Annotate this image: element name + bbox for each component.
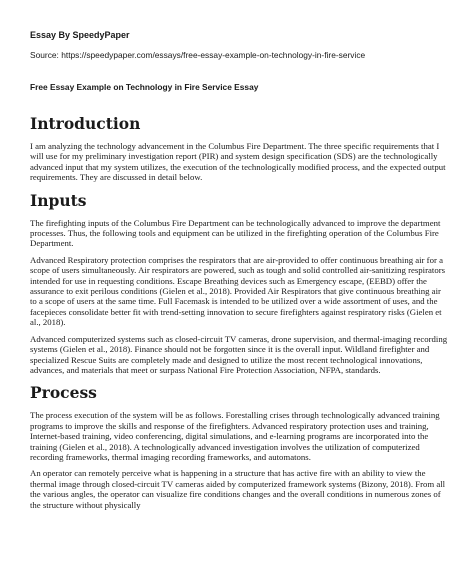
inputs-paragraph-1: The firefighting inputs of the Columbus Fire Department can be technologically advanced to improve the department processes. Thus, the following tools and equipment can be utilized in the firefighting operation of the Columbus Fire Department.: [30, 217, 441, 249]
introduction-paragraph: I am analyzing the technology advancement in the Columbus Fire Department. The three specific requirements that I will use for my preliminary investigation report (PIR) and system design specification (SDS) are the technologically advanced input that my system utilizes, the execution of the technologically modified process, and the expected output requirements. They are discussed in detail below.: [30, 141, 446, 183]
document-title: Free Essay Example on Technology in Fire Service Essay: [30, 82, 259, 92]
source-link[interactable]: https://speedypaper.com/essays/free-essay-example-on-technology-in-fire-service: [61, 50, 366, 60]
section-heading-introduction: Introduction: [30, 114, 141, 133]
section-heading-process: Process: [30, 383, 97, 403]
document-body: [30, 114, 448, 510]
process-paragraph-1: The process execution of the system will be as follows. Forestalling crises through technologically advanced training programs to improve the skills and response of the firefighters. Advanced respiratory protection uses and training, Internet-based training, video conferencing, digital simulations, and e-learning programs are incorporated into the training (Gielen et al., 2018). A technologically advanced investigation involves the utilization of computerized recording frameworks, thermal imaging recording frameworks, and automatons.: [30, 410, 440, 462]
process-paragraph-2: An operator can remotely perceive what is happening in a structure that has active fire with an ability to view the thermal image through closed-circuit TV cameras aided by computerized framework systems (Bizony, 2018). From all the various angles, the operator can visualize fire conditions changes and the overall conditions in numerous zones of the structure without physically: [30, 468, 446, 510]
source-line: [30, 50, 365, 60]
section-heading-inputs: Inputs: [30, 190, 87, 210]
source-label: Source:: [30, 50, 59, 60]
brand-header: Essay By SpeedyPaper: [30, 30, 130, 40]
inputs-paragraph-3: Advanced computerized systems such as closed-circuit TV cameras, drone supervision, and thermal-imaging recording systems (Gielen et al., 2018). Finance should not be forgotten since it is the overall input. Wildland firefighter and specialized Rescue Suits are completely made and designed to utilize the most recent technological innovations, advances, and materials that meet or surpass National Fire Protection Association, NFPA, standards.: [30, 333, 448, 375]
inputs-paragraph-2: Advanced Respiratory protection comprises the respirators that are air-provided to offer continuous breathing air for a scope of users simultaneously. Air respirators are powered, such as tough and solid controlled air-sanitizing respirators intended for use in requesting conditions. Escape Breathing devices such as Emergency escape, (EEBD) offer the assurance to exit perilous conditions (Gielen et al., 2018). Provided Air Respirators that give continuous breathing air to a scope of users at the same time. Full Facemask is intended to be utilized over a wide assortment of uses, and the facepieces consolidate better fit with trend-setting innovation to secure firefighters against respiratory risks (Gielen et al., 2018).: [30, 254, 446, 328]
